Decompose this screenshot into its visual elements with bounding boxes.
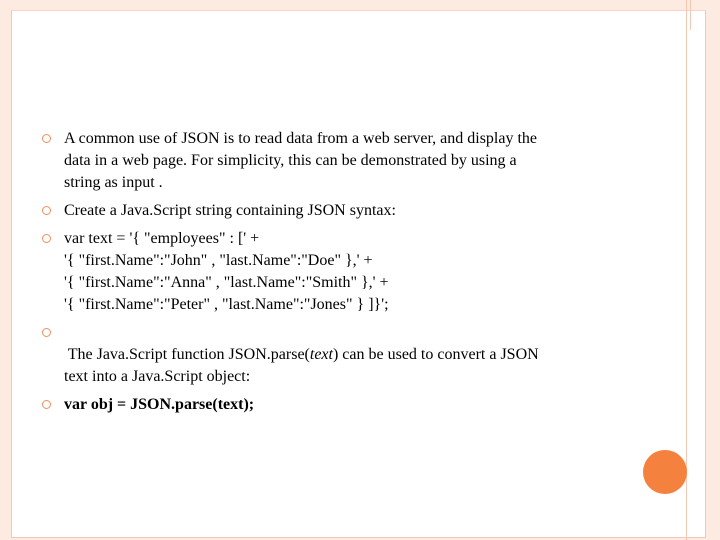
bullet-text-line: text into a Java.Script object: <box>64 368 251 385</box>
decorative-orange-circle <box>643 450 687 494</box>
text-run: ) can be used to convert a JSON <box>332 346 539 363</box>
bullet-item <box>42 322 602 388</box>
bullet-circle-icon <box>42 400 51 409</box>
bullet-list <box>42 128 602 422</box>
bullet-text-line: Create a Java.Script string containing JSON syntax: <box>64 202 396 219</box>
bullet-item <box>42 200 602 222</box>
italic-text-run: text <box>309 346 333 363</box>
bullet-circle-icon <box>42 134 51 143</box>
bullet-spacer <box>64 322 602 344</box>
decorative-vertical-line <box>686 0 687 540</box>
bullet-text-line: string as input . <box>64 174 163 191</box>
bullet-text-line: data in a web page. For simplicity, this can be demonstrated by using a <box>64 152 517 169</box>
bullet-item-code <box>42 394 602 416</box>
code-line: '{ "first.Name":"John" , "last.Name":"Doe" },' + <box>64 252 373 269</box>
bullet-circle-icon <box>42 234 51 243</box>
bullet-circle-icon <box>42 328 51 337</box>
text-run: The Java.Script function JSON.parse( <box>64 346 310 363</box>
bullet-circle-icon <box>42 206 51 215</box>
bullet-text-line: A common use of JSON is to read data from a web server, and display the <box>64 130 538 147</box>
code-line-bold: var obj = JSON.parse(text); <box>64 396 255 413</box>
code-line: '{ "first.Name":"Peter" , "last.Name":"Jones" } ]}'; <box>64 296 389 313</box>
decorative-vertical-line-short <box>690 0 691 30</box>
bullet-item-code <box>42 228 602 316</box>
code-line: var text = '{ "employees" : [' + <box>64 230 260 247</box>
code-line: '{ "first.Name":"Anna" , "last.Name":"Smith" },' + <box>64 274 389 291</box>
bullet-item <box>42 128 602 194</box>
bullet-text-line <box>64 344 602 366</box>
